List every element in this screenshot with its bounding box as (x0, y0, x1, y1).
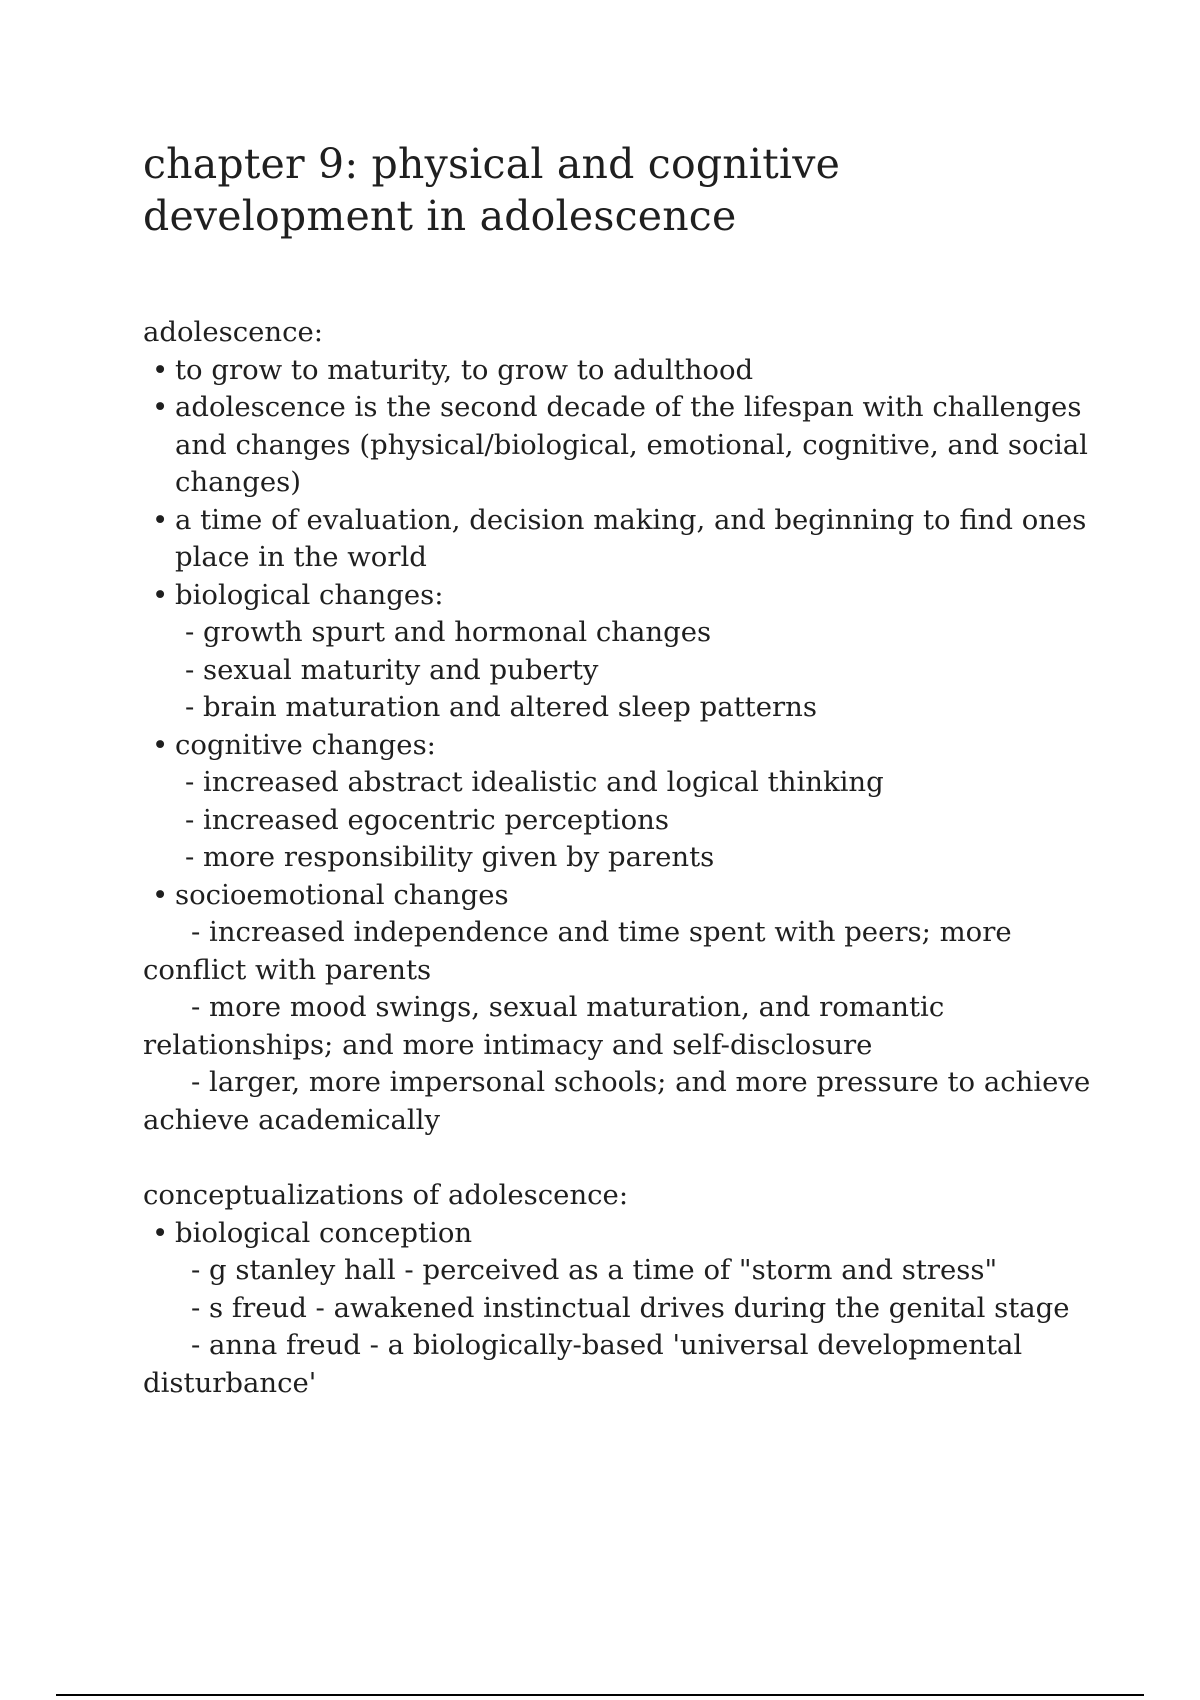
bullet-text: biological conception (175, 1216, 473, 1249)
document-page (143, 138, 1103, 1402)
section-conceptualizations (143, 1177, 1103, 1402)
chapter-title: chapter 9: physical and cognitive development in adolescence (143, 140, 841, 240)
bullet-text: biological changes: (175, 578, 444, 611)
bullet-item (143, 502, 1103, 577)
dash-paragraph: - s freud - awakened instinctual drives during the genital stage (191, 1291, 1070, 1324)
bullet-list (143, 352, 1103, 915)
sub-item: - brain maturation and altered sleep patterns (185, 691, 817, 723)
bullet-list (143, 1215, 1103, 1253)
bullet-item (143, 727, 1103, 877)
bullet-text: cognitive changes: (175, 728, 436, 761)
dash-paragraph: - g stanley hall - perceived as a time of "storm and stress" (191, 1254, 998, 1286)
dash-paragraph: - increased independence and time spent with peers; more conflict with parents (143, 916, 1012, 986)
sub-item: - more responsibility given by parents (185, 841, 715, 873)
sub-item: - growth spurt and hormonal changes (185, 616, 712, 648)
section-heading: adolescence: (143, 316, 324, 348)
sub-item: - increased egocentric perceptions (185, 803, 669, 836)
section-adolescence (143, 314, 1103, 1139)
bullet-item (143, 389, 1103, 502)
sub-list (175, 614, 1103, 727)
bullet-text: to grow to maturity, to grow to adulthood (175, 353, 754, 386)
sub-list (175, 764, 1103, 877)
dash-paragraph: - anna freud - a biologically-based 'universal developmental disturbance' (143, 1329, 1023, 1399)
sub-item: - sexual maturity and puberty (185, 653, 599, 686)
bullet-text: adolescence is the second decade of the lifespan with challenges and changes (physical/biological, emotional, cognitive, and social changes) (175, 391, 1088, 498)
bullet-item (143, 577, 1103, 727)
dash-paragraph: - more mood swings, sexual maturation, and romantic relationships; and more intimacy and self-disclosure (143, 991, 945, 1061)
section-heading: conceptualizations of adolescence: (143, 1179, 629, 1211)
bullet-text: socioemotional changes (175, 878, 509, 911)
bullet-item (143, 877, 1103, 915)
bullet-item (143, 1215, 1103, 1253)
bullet-item (143, 352, 1103, 390)
bullet-text: a time of evaluation, decision making, and beginning to find ones place in the world (175, 503, 1087, 573)
section-spacer (143, 1139, 1103, 1177)
dash-paragraph: - larger, more impersonal schools; and more pressure to achieve achieve academically (143, 1066, 1091, 1136)
sub-item: - increased abstract idealistic and logical thinking (185, 766, 884, 798)
footer-rule (56, 1694, 1144, 1696)
